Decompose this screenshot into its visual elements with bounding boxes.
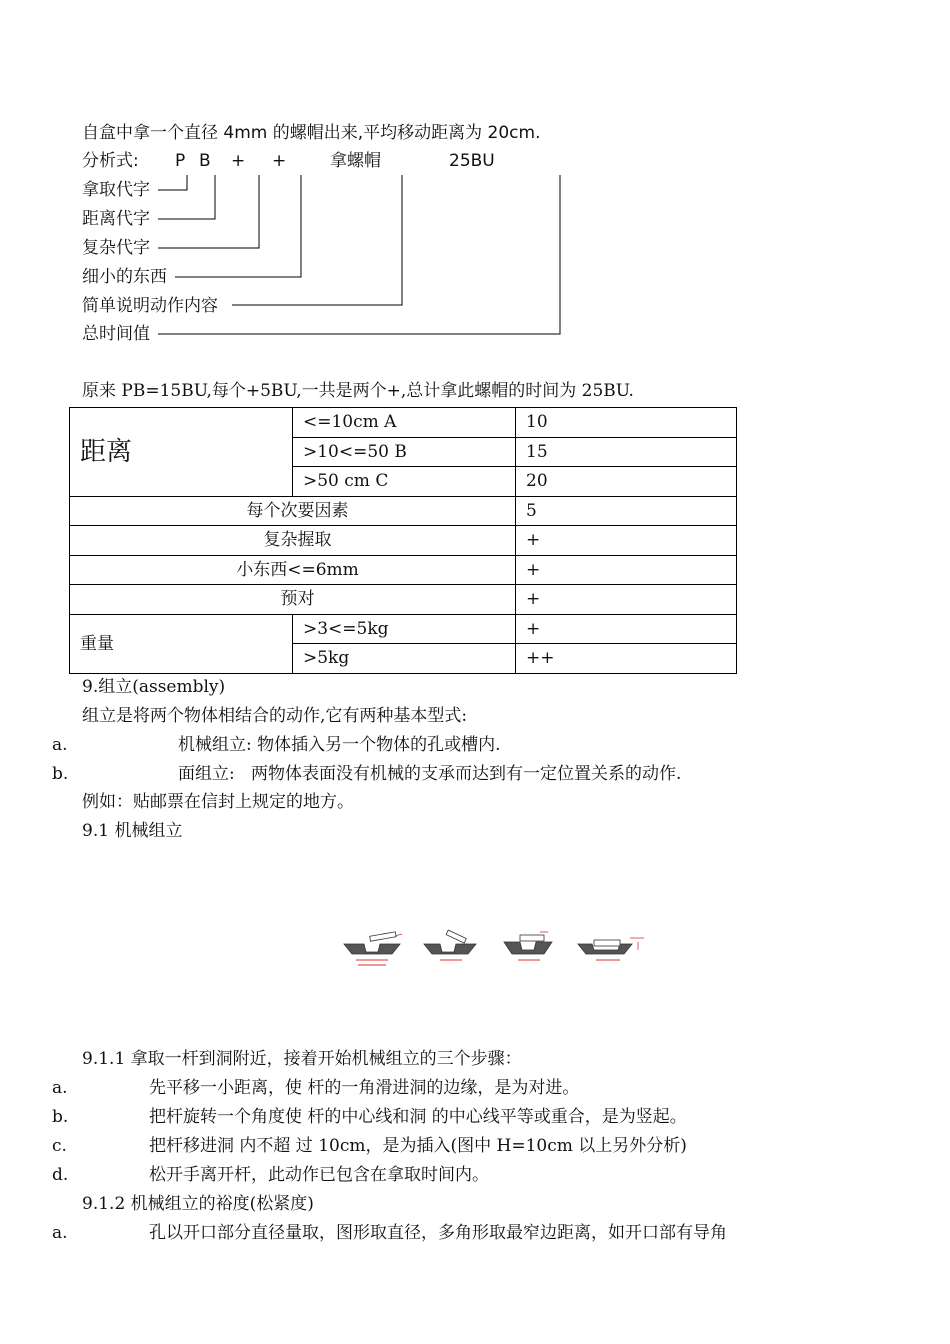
section91-title: 9.1 机械组立: [82, 821, 183, 841]
assembly-steps-figure: [0, 926, 950, 974]
legend-small: 细小的东西: [82, 267, 167, 287]
distance-val: 10: [516, 408, 737, 438]
list-marker: c.: [52, 1136, 67, 1156]
weight-cond: >5kg: [293, 644, 516, 674]
list-marker: a.: [52, 735, 68, 755]
figure-step-insert: [504, 932, 552, 960]
factor-val: +: [516, 555, 737, 585]
formula-p: P: [175, 151, 186, 171]
weight-val: ++: [516, 644, 737, 674]
distance-table: [69, 407, 737, 674]
distance-cond: <=10cm A: [293, 408, 516, 438]
formula-b: B: [199, 151, 211, 171]
section912-item-a: 孔以开口部分直径量取，图形取直径，多角形取最窄边距离，如开口部有导角: [149, 1223, 727, 1243]
list-marker: d.: [52, 1165, 69, 1185]
formula-leader-lines: [0, 0, 950, 400]
section9-item-a: 机械组立: 物体插入另一个物体的孔或槽内.: [178, 735, 501, 755]
factor-label: 每个次要因素: [70, 496, 516, 526]
formula-desc: 拿螺帽: [330, 151, 381, 171]
weight-val: +: [516, 614, 737, 644]
factor-label: 复杂握取: [70, 526, 516, 556]
figure-step-align: [344, 932, 402, 965]
list-marker: a.: [52, 1078, 68, 1098]
factor-label: 小东西<=6mm: [70, 555, 516, 585]
intro-text: 自盒中拿一个直径 4mm 的螺帽出来,平均移动距离为 20cm.: [82, 123, 541, 143]
figure-step-rotate: [424, 930, 476, 960]
section9-title: 9.组立(assembly): [82, 677, 226, 697]
section911-step-b: 把杆旋转一个角度使 杆的中心线和洞 的中心线平等或重合，是为竖起。: [149, 1107, 687, 1127]
section911-step-d: 松开手离开杆，此动作已包含在拿取时间内。: [149, 1165, 489, 1185]
factor-label: 预对: [70, 585, 516, 615]
legend-total: 总时间值: [82, 324, 150, 344]
weight-cond: >3<=5kg: [293, 614, 516, 644]
factor-val: +: [516, 585, 737, 615]
list-marker: a.: [52, 1223, 68, 1243]
list-marker: b.: [52, 1107, 69, 1127]
summary-text: 原来 PB=15BU,每个+5BU,一共是两个+,总计拿此螺帽的时间为 25BU.: [82, 381, 634, 401]
figure-step-release: [578, 938, 644, 960]
section9-example: 例如：贴邮票在信封上规定的地方。: [82, 792, 354, 812]
section911-step-c: 把杆移进洞 内不超 过 10cm，是为插入(图中 H=10cm 以上另外分析): [149, 1136, 687, 1156]
section9-item-b: 面组立: 两物体表面没有机械的支承而达到有一定位置关系的动作.: [178, 764, 682, 784]
formula-plus-1: +: [231, 151, 246, 171]
factor-val: 5: [516, 496, 737, 526]
distance-val: 15: [516, 437, 737, 467]
distance-label: 距离: [70, 408, 293, 497]
distance-val: 20: [516, 467, 737, 497]
distance-cond: >10<=50 B: [293, 437, 516, 467]
distance-cond: >50 cm C: [293, 467, 516, 497]
section911-step-a: 先平移一小距离，使 杆的一角滑进洞的边缘，是为对进。: [149, 1078, 580, 1098]
section9-intro: 组立是将两个物体相结合的动作,它有两种基本型式:: [82, 706, 468, 726]
weight-label: 重量: [70, 614, 293, 673]
legend-complex: 复杂代字: [82, 238, 150, 258]
legend-description: 简单说明动作内容: [82, 296, 218, 316]
formula-plus-2: +: [272, 151, 287, 171]
formula-total: 25BU: [449, 151, 495, 171]
list-marker: b.: [52, 764, 69, 784]
factor-val: +: [516, 526, 737, 556]
legend-distance: 距离代字: [82, 209, 150, 229]
section911-title: 9.1.1 拿取一杆到洞附近，接着开始机械组立的三个步骤：: [82, 1049, 522, 1069]
formula-label: 分析式:: [82, 151, 139, 171]
legend-grasp: 拿取代字: [82, 180, 150, 200]
section912-title: 9.1.2 机械组立的裕度(松紧度): [82, 1194, 314, 1214]
